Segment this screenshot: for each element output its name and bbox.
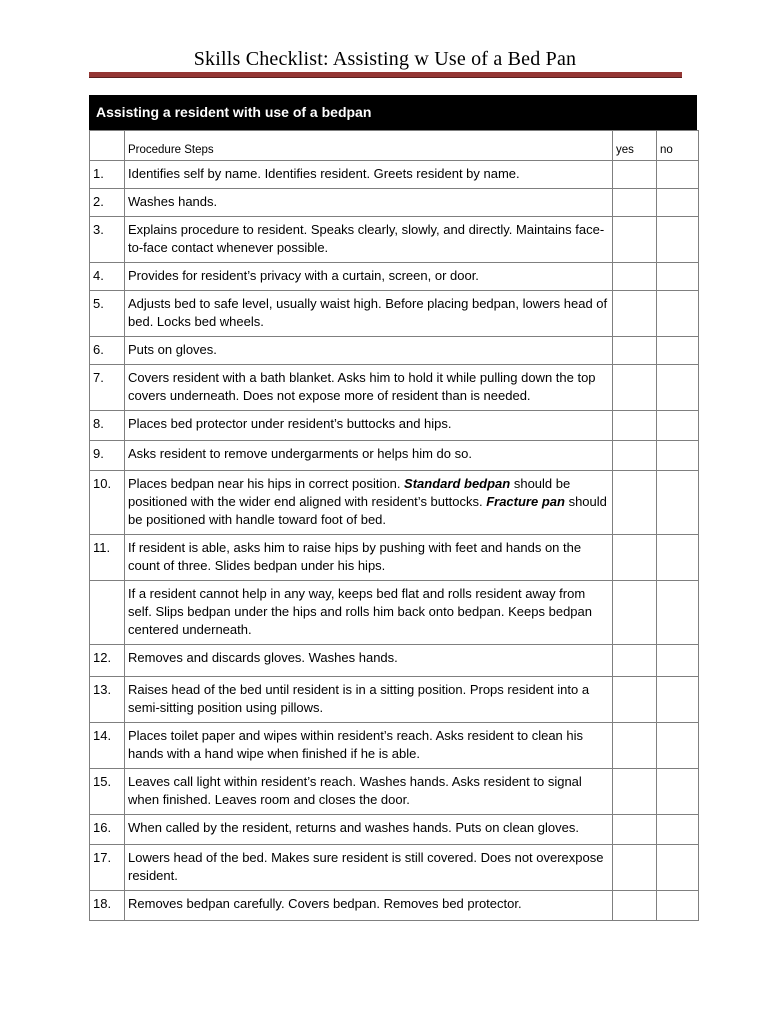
yes-checkbox-cell[interactable] — [613, 365, 657, 411]
step-text: Adjusts bed to safe level, usually waist high. Before placing bedpan, lowers head of bed. Locks bed wheels. — [125, 291, 613, 337]
step-text: Leaves call light within resident’s reach. Washes hands. Asks resident to signal when finished. Leaves room and closes the door. — [125, 769, 613, 815]
yes-checkbox-cell[interactable] — [613, 645, 657, 677]
table-row — [90, 189, 699, 217]
standard-bedpan-emphasis: Standard bedpan — [404, 476, 511, 491]
table-row — [90, 581, 699, 645]
table-row — [90, 535, 699, 581]
table-row — [90, 365, 699, 411]
yes-checkbox-cell[interactable] — [613, 217, 657, 263]
no-checkbox-cell[interactable] — [657, 891, 699, 921]
step-number: 8. — [90, 411, 125, 441]
checklist-table — [89, 130, 699, 921]
step-number: 11. — [90, 535, 125, 581]
no-checkbox-cell[interactable] — [657, 535, 699, 581]
yes-checkbox-cell[interactable] — [613, 189, 657, 217]
step-number: 14. — [90, 723, 125, 769]
no-checkbox-cell[interactable] — [657, 189, 699, 217]
step-number: 2. — [90, 189, 125, 217]
step-text: Lowers head of the bed. Makes sure resident is still covered. Does not overexpose resident. — [125, 845, 613, 891]
table-header-bar: Assisting a resident with use of a bedpan — [89, 95, 697, 130]
column-header-row — [90, 131, 699, 161]
yes-checkbox-cell[interactable] — [613, 677, 657, 723]
yes-checkbox-cell[interactable] — [613, 845, 657, 891]
step-number: 13. — [90, 677, 125, 723]
no-checkbox-cell[interactable] — [657, 677, 699, 723]
step-text-part: should be positioned with handle toward foot of bed. — [128, 494, 607, 527]
yes-checkbox-cell[interactable] — [613, 891, 657, 921]
step-number: 9. — [90, 441, 125, 471]
title-rule — [89, 72, 682, 78]
step-text: Removes and discards gloves. Washes hands. — [125, 645, 613, 677]
step-number: 16. — [90, 815, 125, 845]
step-number: 6. — [90, 337, 125, 365]
yes-checkbox-cell[interactable] — [613, 263, 657, 291]
no-checkbox-cell[interactable] — [657, 441, 699, 471]
step-number: 3. — [90, 217, 125, 263]
step-number: 10. — [90, 471, 125, 535]
step-text: Provides for resident’s privacy with a curtain, screen, or door. — [125, 263, 613, 291]
step-number: 12. — [90, 645, 125, 677]
step-text: Identifies self by name. Identifies resident. Greets resident by name. — [125, 161, 613, 189]
no-checkbox-cell[interactable] — [657, 815, 699, 845]
step-number: 1. — [90, 161, 125, 189]
table-row — [90, 845, 699, 891]
step-text: When called by the resident, returns and washes hands. Puts on clean gloves. — [125, 815, 613, 845]
fracture-pan-emphasis: Fracture pan — [486, 494, 565, 509]
no-checkbox-cell[interactable] — [657, 337, 699, 365]
step-text: If a resident cannot help in any way, keeps bed flat and rolls resident away from self. Slips bedpan under the hips and rolls him back onto bedpan. Keeps bedpan centered underneath. — [125, 581, 613, 645]
yes-column-header: yes — [613, 131, 657, 161]
yes-checkbox-cell[interactable] — [613, 723, 657, 769]
yes-checkbox-cell[interactable] — [613, 815, 657, 845]
no-checkbox-cell[interactable] — [657, 645, 699, 677]
table-row — [90, 723, 699, 769]
step-text: Raises head of the bed until resident is in a sitting position. Props resident into a semi-sitting position using pillows. — [125, 677, 613, 723]
yes-checkbox-cell[interactable] — [613, 337, 657, 365]
table-row — [90, 337, 699, 365]
step-number — [90, 581, 125, 645]
step-number: 5. — [90, 291, 125, 337]
yes-checkbox-cell[interactable] — [613, 291, 657, 337]
no-checkbox-cell[interactable] — [657, 365, 699, 411]
table-row — [90, 677, 699, 723]
yes-checkbox-cell[interactable] — [613, 581, 657, 645]
yes-checkbox-cell[interactable] — [613, 161, 657, 189]
no-checkbox-cell[interactable] — [657, 217, 699, 263]
table-row — [90, 441, 699, 471]
table-row — [90, 291, 699, 337]
no-column-header: no — [657, 131, 699, 161]
step-number: 4. — [90, 263, 125, 291]
step-text: Places toilet paper and wipes within resident’s reach. Asks resident to clean his hands with a hand wipe when finished if he is able. — [125, 723, 613, 769]
no-checkbox-cell[interactable] — [657, 263, 699, 291]
page-title: Skills Checklist: Assisting w Use of a Bed Pan — [193, 48, 577, 70]
procedure-steps-header: Procedure Steps — [125, 131, 613, 161]
step-number: 17. — [90, 845, 125, 891]
no-checkbox-cell[interactable] — [657, 411, 699, 441]
step-number: 18. — [90, 891, 125, 921]
no-checkbox-cell[interactable] — [657, 723, 699, 769]
no-checkbox-cell[interactable] — [657, 291, 699, 337]
yes-checkbox-cell[interactable] — [613, 769, 657, 815]
number-column-header — [90, 131, 125, 161]
step-text: Washes hands. — [125, 189, 613, 217]
step-text: Puts on gloves. — [125, 337, 613, 365]
table-row — [90, 263, 699, 291]
no-checkbox-cell[interactable] — [657, 769, 699, 815]
step-text-part: should be positioned with the wider end aligned with resident’s buttocks. — [128, 476, 571, 509]
step-text — [125, 471, 613, 535]
step-text: Covers resident with a bath blanket. Asks him to hold it while pulling down the top covers underneath. Does not expose more of resident than is needed. — [125, 365, 613, 411]
step-text: Places bed protector under resident’s buttocks and hips. — [125, 411, 613, 441]
table-row — [90, 161, 699, 189]
table-row — [90, 411, 699, 441]
no-checkbox-cell[interactable] — [657, 845, 699, 891]
yes-checkbox-cell[interactable] — [613, 441, 657, 471]
table-row — [90, 769, 699, 815]
step-number: 15. — [90, 769, 125, 815]
table-row — [90, 891, 699, 921]
no-checkbox-cell[interactable] — [657, 581, 699, 645]
step-text-part: Places bedpan near his hips in correct position. — [128, 476, 405, 491]
no-checkbox-cell[interactable] — [657, 161, 699, 189]
yes-checkbox-cell[interactable] — [613, 535, 657, 581]
yes-checkbox-cell[interactable] — [613, 411, 657, 441]
step-number: 7. — [90, 365, 125, 411]
table-row — [90, 217, 699, 263]
yes-checkbox-cell[interactable] — [613, 471, 657, 535]
step-text: Explains procedure to resident. Speaks clearly, slowly, and directly. Maintains face-to-face contact whenever possible. — [125, 217, 613, 263]
table-row — [90, 471, 699, 535]
step-text: Removes bedpan carefully. Covers bedpan. Removes bed protector. — [125, 891, 613, 921]
table-row — [90, 815, 699, 845]
table-row — [90, 645, 699, 677]
step-text: Asks resident to remove undergarments or helps him do so. — [125, 441, 613, 471]
step-text: If resident is able, asks him to raise hips by pushing with feet and hands on the count of three. Slides bedpan under his hips. — [125, 535, 613, 581]
no-checkbox-cell[interactable] — [657, 471, 699, 535]
